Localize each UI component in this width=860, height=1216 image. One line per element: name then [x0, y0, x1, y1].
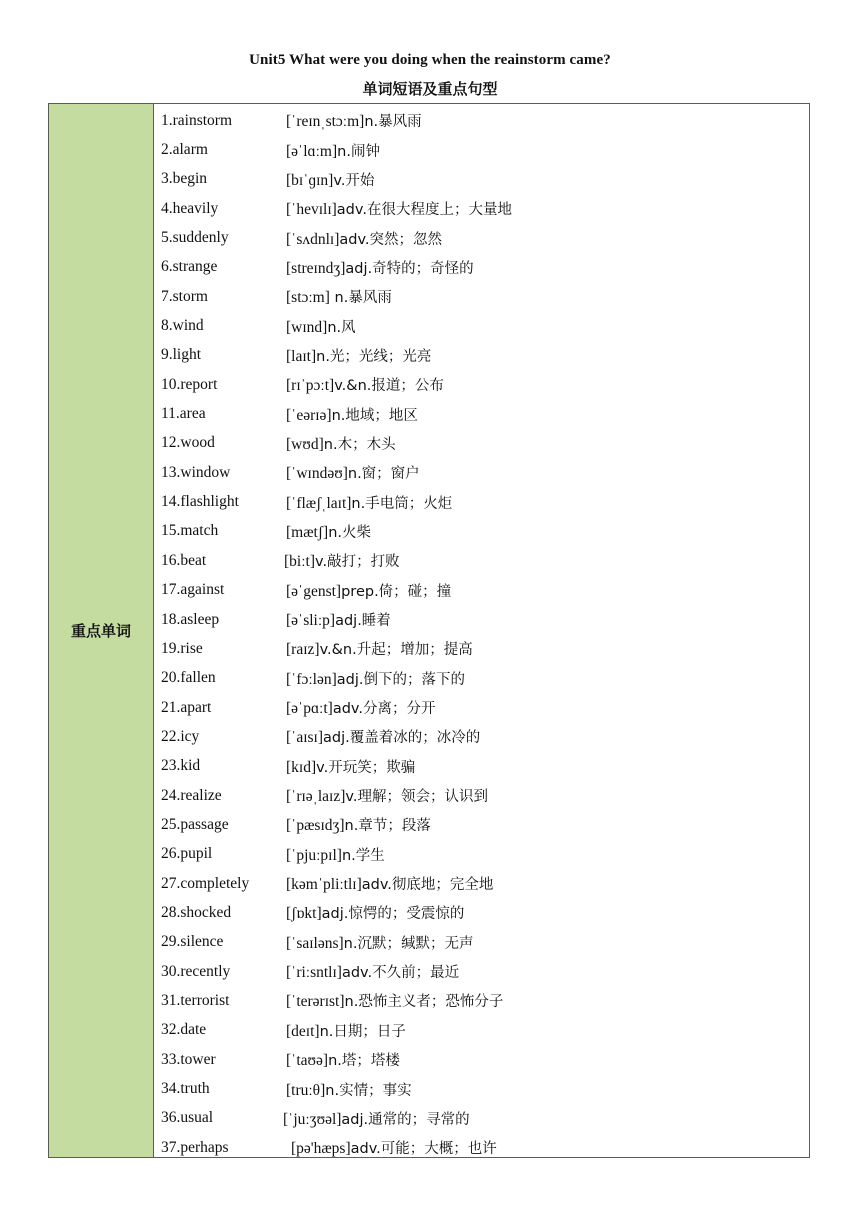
word-term: 6.strange	[161, 258, 218, 276]
word-phonetic: [stɔːm]	[286, 289, 330, 307]
word-meaning: n.风	[327, 319, 356, 336]
word-definition	[283, 1108, 809, 1129]
word-term: 1.rainstorm	[161, 111, 233, 129]
word-definition	[286, 961, 809, 982]
word-definition	[286, 638, 809, 659]
word-meaning: adv.可能；大概；也许	[350, 1141, 497, 1158]
word-term: 25.passage	[161, 815, 229, 833]
word-definition	[286, 756, 809, 777]
word-term: 16.beat	[161, 551, 207, 569]
word-meaning: n.恐怖主义者；恐怖分子	[344, 994, 504, 1011]
word-meaning: adj.惊愕的；受震惊的	[321, 906, 465, 923]
word-definition	[286, 316, 809, 337]
word-phonetic: [laɪt]	[286, 347, 317, 365]
word-row	[154, 370, 809, 399]
word-phonetic: [əˈpɑːt]	[286, 700, 333, 718]
document-subtitle: 单词短语及重点句型	[362, 80, 498, 98]
word-meaning: n.实情；事实	[325, 1082, 412, 1099]
word-phonetic: [mætʃ]	[286, 523, 329, 541]
word-phonetic: [ˈflæʃˌlaɪt]	[286, 494, 352, 512]
word-definition	[286, 257, 809, 278]
word-row	[154, 399, 809, 428]
word-meaning: adj.奇特的；奇怪的	[345, 260, 474, 277]
word-meaning: n.暴风雨	[364, 114, 422, 131]
word-meaning: adv.突然；忽然	[339, 231, 443, 248]
word-row	[154, 1133, 809, 1162]
word-phonetic: [ˈterərɪst]	[286, 993, 345, 1011]
word-row	[154, 869, 809, 898]
word-term: 13.window	[161, 463, 231, 481]
word-definition	[286, 726, 809, 747]
word-definition	[286, 873, 809, 894]
word-row	[154, 1016, 809, 1045]
word-meaning: n.光；光线；光亮	[316, 348, 432, 365]
word-term: 20.fallen	[161, 669, 216, 687]
word-phonetic: [biːt]	[284, 553, 315, 571]
word-phonetic: [ˈeərɪə]	[286, 406, 332, 424]
word-row	[154, 634, 809, 663]
word-definition	[286, 580, 809, 601]
word-meaning: v.&n.报道；公布	[334, 378, 444, 395]
word-row	[154, 986, 809, 1015]
word-term: 8.wind	[161, 317, 204, 335]
word-phonetic: [əˈgenst]	[286, 582, 342, 600]
word-meaning: n.手电筒；火炬	[351, 495, 453, 512]
word-row	[154, 928, 809, 957]
document-title: Unit5 What were you doing when the reainstorm came?	[249, 52, 611, 68]
word-meaning: adj.通常的；寻常的	[341, 1111, 470, 1128]
word-term: 27.completely	[161, 874, 250, 892]
word-row	[154, 429, 809, 458]
word-row	[154, 253, 809, 282]
word-term: 14.flashlight	[161, 493, 239, 511]
word-definition	[286, 668, 809, 689]
word-phonetic: [ˈwɪndəʊ]	[286, 465, 348, 483]
word-row	[154, 517, 809, 546]
word-definition	[286, 902, 809, 923]
word-meaning: v.开始	[333, 172, 375, 189]
word-definition	[286, 1079, 809, 1100]
word-term: 22.icy	[161, 727, 200, 745]
word-row	[154, 223, 809, 252]
word-term: 19.rise	[161, 639, 203, 657]
word-definition	[286, 462, 809, 483]
word-row	[154, 722, 809, 751]
word-phonetic: [truːθ]	[286, 1081, 326, 1099]
word-meaning: n.木；木头	[323, 436, 396, 453]
word-phonetic: [ˈhevɪlɪ]	[286, 201, 337, 219]
word-phonetic: [streɪndʒ]	[286, 259, 346, 277]
word-term: 10.report	[161, 375, 218, 393]
word-row	[154, 311, 809, 340]
word-meaning: v.&n.升起；增加；提高	[319, 642, 473, 659]
word-definition	[284, 550, 809, 571]
word-row	[154, 341, 809, 370]
word-term: 26.pupil	[161, 845, 213, 863]
word-meaning: v.开玩笑；欺骗	[316, 759, 416, 776]
word-term: 32.date	[161, 1021, 207, 1039]
word-definition	[286, 844, 809, 865]
word-phonetic: [əˈsliːp]	[286, 612, 336, 630]
word-meaning: n.日期；日子	[319, 1023, 406, 1040]
word-row	[154, 1074, 809, 1103]
word-meaning: adv.彻底地；完全地	[361, 877, 494, 894]
word-definition	[291, 1137, 809, 1158]
word-meaning: n.塔；塔楼	[328, 1053, 400, 1070]
word-phonetic: [wʊd]	[286, 435, 324, 453]
word-list	[154, 104, 809, 1157]
word-definition	[286, 609, 809, 630]
word-definition	[286, 140, 809, 161]
word-term: 11.area	[161, 405, 206, 423]
word-phonetic: [əˈlɑːm]	[286, 142, 338, 160]
word-phonetic: [ˈpjuːpɪl]	[286, 846, 342, 864]
word-row	[154, 576, 809, 605]
word-row	[154, 1104, 809, 1133]
word-term: 18.asleep	[161, 610, 220, 628]
word-definition	[286, 990, 809, 1011]
word-term: 12.wood	[161, 434, 215, 452]
word-definition	[286, 697, 809, 718]
word-term: 37.perhaps	[161, 1138, 229, 1156]
word-definition	[286, 814, 809, 835]
word-meaning: adv.分离；分开	[332, 701, 436, 718]
category-cell	[49, 104, 154, 1157]
word-row	[154, 135, 809, 164]
category-label: 重点单词	[70, 622, 131, 640]
word-definition	[286, 169, 809, 190]
word-term: 31.terrorist	[161, 991, 230, 1009]
word-phonetic: [rɪˈpɔːt]	[286, 377, 335, 395]
word-definition	[286, 492, 809, 513]
word-meaning: n.火柴	[328, 524, 371, 541]
word-definition	[286, 228, 809, 249]
word-phonetic: [ˈjuːʒʊəl]	[283, 1110, 342, 1128]
word-meaning: prep.倚；碰；撞	[341, 583, 452, 600]
word-row	[154, 546, 809, 575]
word-definition	[286, 1020, 809, 1041]
word-meaning: n.学生	[341, 847, 385, 864]
word-row	[154, 282, 809, 311]
word-meaning: n.地域；地区	[331, 407, 418, 424]
word-definition	[286, 404, 809, 425]
word-meaning: adj.睡着	[335, 613, 391, 630]
word-definition	[286, 374, 809, 395]
word-term: 30.recently	[161, 962, 231, 980]
word-row	[154, 781, 809, 810]
word-term: 3.begin	[161, 170, 208, 188]
word-meaning: n.窗；窗户	[347, 466, 420, 483]
word-term: 33.tower	[161, 1050, 216, 1068]
word-phonetic: [ˈfɔːlən]	[286, 670, 337, 688]
word-phonetic: [ˈsʌdnlɪ]	[286, 230, 340, 248]
word-phonetic: [raɪz]	[286, 641, 320, 659]
word-phonetic: [kəmˈpliːtlɪ]	[286, 876, 362, 894]
word-meaning: adv.不久前；最近	[341, 965, 460, 982]
word-phonetic: [ʃɒkt]	[286, 905, 322, 923]
word-meaning: v.敲打；打败	[315, 554, 400, 571]
word-phonetic: [kɪd]	[286, 758, 317, 776]
word-definition	[286, 286, 809, 307]
word-row	[154, 106, 809, 135]
word-definition	[286, 433, 809, 454]
word-definition	[286, 1049, 809, 1070]
word-meaning: v.理解；领会；认识到	[345, 789, 488, 806]
word-definition	[286, 521, 809, 542]
word-definition	[286, 345, 809, 366]
word-meaning: adj.倒下的；落下的	[336, 671, 466, 688]
word-phonetic: [bɪˈɡɪn]	[286, 171, 334, 189]
word-term: 17.against	[161, 581, 225, 599]
word-row	[154, 664, 809, 693]
word-meaning: adj.覆盖着冰的；冰冷的	[323, 730, 481, 747]
word-row	[154, 810, 809, 839]
vocabulary-table	[48, 103, 810, 1158]
word-row	[154, 693, 809, 722]
word-phonetic: [wɪnd]	[286, 318, 328, 336]
word-row	[154, 487, 809, 516]
word-row	[154, 165, 809, 194]
word-term: 28.shocked	[161, 903, 232, 921]
word-phonetic: [ˈsaɪləns]	[286, 934, 344, 952]
word-row	[154, 898, 809, 927]
word-term: 23.kid	[161, 757, 201, 775]
word-definition	[286, 932, 809, 953]
word-meaning: n.章节；段落	[344, 818, 431, 835]
word-row	[154, 458, 809, 487]
word-phonetic: [ˈrɪəˌlaɪz]	[286, 788, 346, 806]
word-phonetic: [ˈaɪsɪ]	[286, 729, 324, 747]
word-term: 9.light	[161, 346, 202, 364]
word-term: 34.truth	[161, 1080, 210, 1098]
word-term: 36.usual	[161, 1109, 214, 1127]
word-term: 21.apart	[161, 698, 212, 716]
word-phonetic: [pə'hæps]	[291, 1140, 351, 1158]
word-row	[154, 1045, 809, 1074]
word-meaning: adv.在很大程度上；大量地	[336, 202, 512, 219]
word-phonetic: [ˈtaʊə]	[286, 1052, 329, 1070]
word-term: 4.heavily	[161, 199, 219, 217]
word-row	[154, 194, 809, 223]
word-definition	[286, 110, 809, 131]
word-definition	[286, 198, 809, 219]
word-meaning: n.暴风雨	[329, 290, 392, 307]
word-phonetic: [ˈreɪnˌstɔːm]	[286, 113, 365, 131]
word-row	[154, 752, 809, 781]
word-term: 15.match	[161, 522, 219, 540]
word-term: 5.suddenly	[161, 229, 229, 247]
word-row	[154, 957, 809, 986]
word-term: 7.storm	[161, 287, 208, 305]
word-phonetic: [ˈriːsntlɪ]	[286, 964, 342, 982]
word-row	[154, 605, 809, 634]
word-definition	[286, 785, 809, 806]
word-meaning: n.沉默；缄默；无声	[343, 935, 474, 952]
word-term: 2.alarm	[161, 141, 208, 159]
word-term: 29.silence	[161, 933, 224, 951]
word-term: 24.realize	[161, 786, 222, 804]
word-phonetic: [ˈpæsɪdʒ]	[286, 817, 345, 835]
word-meaning: n.闹钟	[337, 143, 380, 160]
word-row	[154, 840, 809, 869]
word-phonetic: [deɪt]	[286, 1022, 320, 1040]
